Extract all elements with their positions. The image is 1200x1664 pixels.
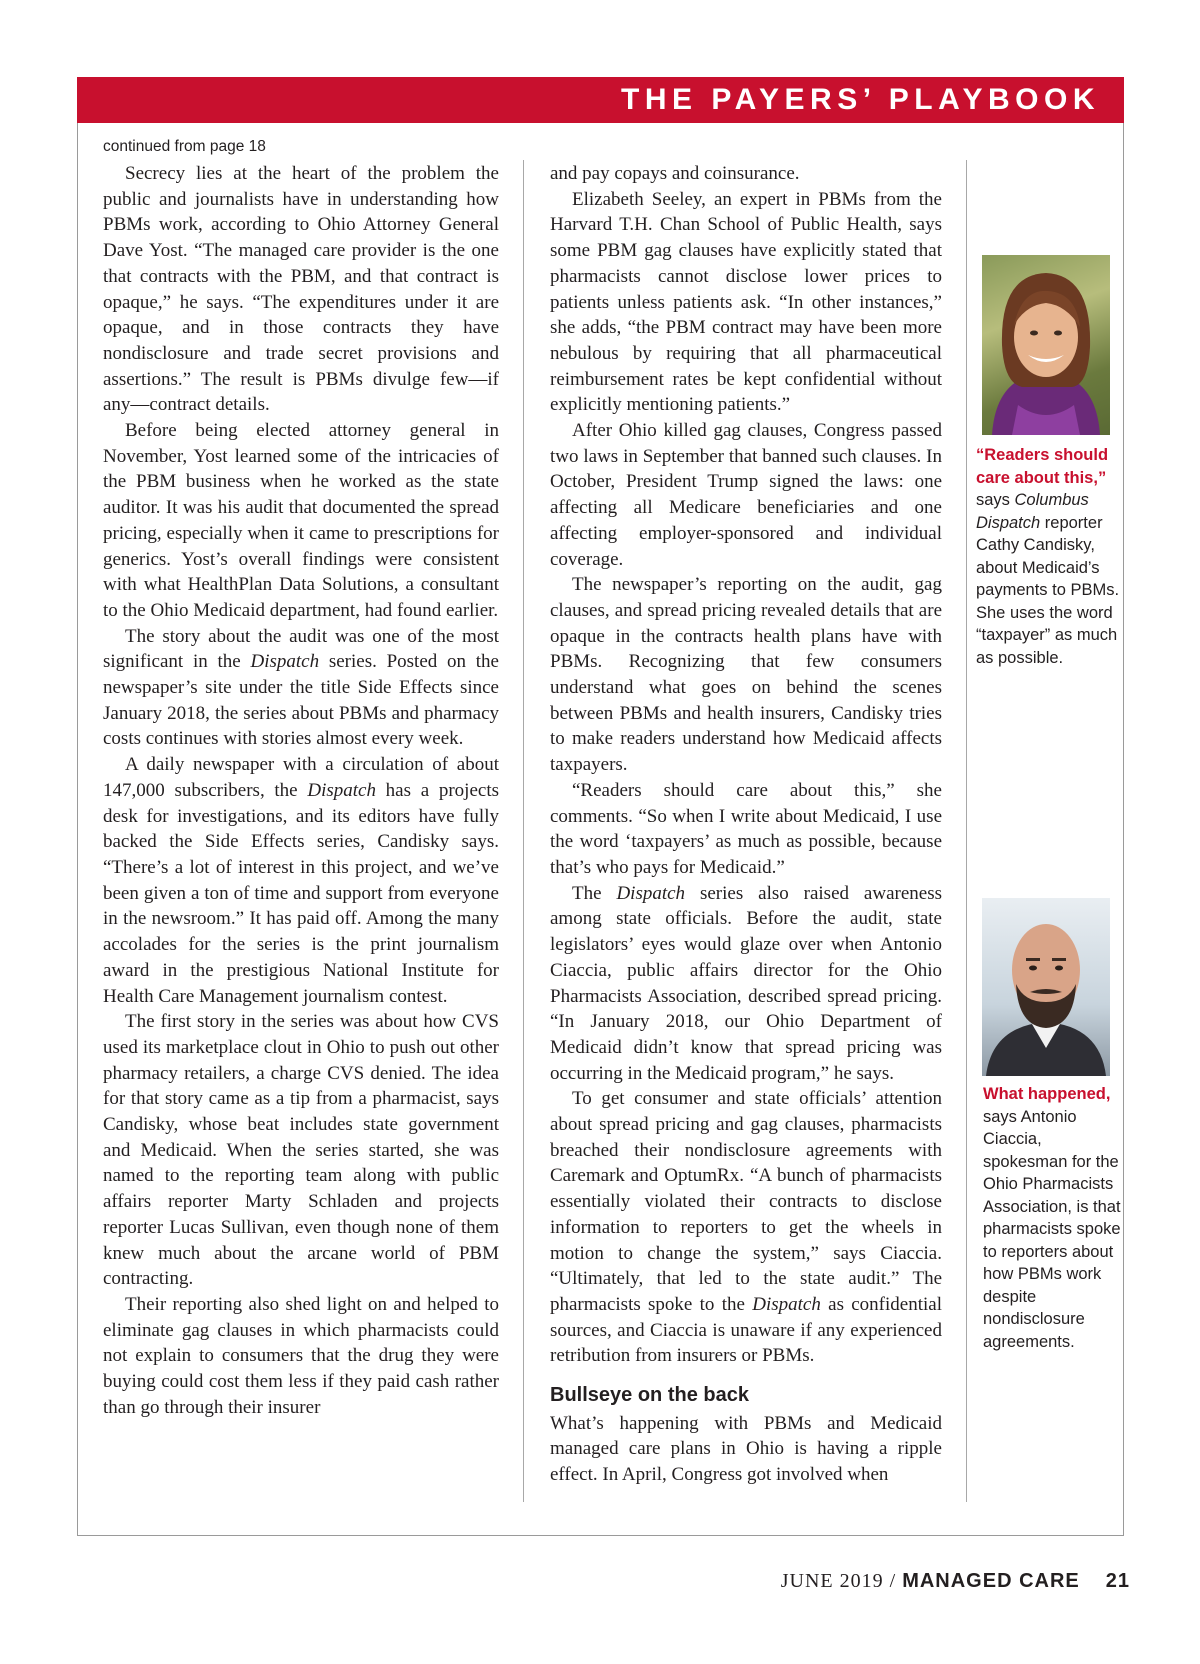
magazine-name: MANAGED CARE [902,1570,1080,1592]
paragraph: “Readers should care about this,” she comments. “So when I write about Medicaid, I use the word ‘taxpayers’ as much as possible, because that’s who pays for Medicaid.” [550,779,942,878]
paragraph: The Dispatch series also raised awareness among state officials. Before the audit, state legislators’ eyes would glaze over when Antonio Ciaccia, public affairs director for the Ohio Pharmacists Association, described spread pricing. “In January 2018, our Ohio Department of Medicaid didn’t know that spread pricing was occurring in the Medicaid program,” he says. [550,882,942,1084]
paragraph: To get consumer and state officials’ attention about spread pricing and gag clauses, pharmacists breached their nondisclosure agreements with Caremark and OptumRx. “A bunch of pharmacists essentially violated their contracts to disclose information to reporters to get the wheels in motion to change the system,” says Ciaccia. “Ultimately, that led to the state audit.” The pharmacists spoke to the Dispatch as confidential sources, and Ciaccia is unaware if any experienced retribution from insurers or PBMs. [550,1088,942,1367]
paragraph: Elizabeth Seeley, an expert in PBMs from the Harvard T.H. Chan School of Public Health, says some PBM gag clauses have explicitly stated that pharmacists cannot disclose lower prices to patients unless patients ask. “In other instances,” she adds, “the PBM contract may have been more nebulous by requiring that all pharmaceutical reimbursement rates be kept confidential without explicitly mentioning patients.” [550,188,942,416]
column-divider [966,160,967,1502]
paragraph: Secrecy lies at the heart of the problem the public and journalists have in understanding how PBMs work, according to Ohio Attorney General Dave Yost. “The managed care provider is the one that contracts with the PBM, and that contract is opaque,” he says. “The expenditures under it are opaque, and in those contracts they have nondisclosure and trade secret provisions and assertions.” The result is PBMs divulge few—if any—contract details. [103,163,499,416]
paragraph: Their reporting also shed light on and helped to eliminate gag clauses in which pharmacists could not explain to consumers that the drug they were buying could cost them less if they paid cash rather than go through their insurer [103,1293,499,1418]
paragraph: Before being elected attorney general in November, Yost learned some of the intricacies of the PBM business when he worked as the state auditor. It was his audit that documented the spread pricing, especially when it came to prescriptions for generics. Yost’s overall findings were consistent with what HealthPlan Data Solutions, a consultant to the Ohio Medicaid department, had found earlier. [103,420,499,621]
article-column-1 [103,161,499,1420]
section-banner [77,77,1124,123]
subheading: Bullseye on the back [550,1384,749,1407]
page-footer [781,1570,1130,1593]
portrait-illustration [982,898,1110,1076]
portrait-photo-candisky [982,255,1110,435]
paragraph: The first story in the series was about how CVS used its marketplace clout in Ohio to push out other pharmacy retailers, a charge CVS denied. The idea for that story came as a tip from a pharmacist, says Candisky, whose beat includes state government and Medicaid. When the series started, she was named to the reporting team along with public affairs reporter Marty Schladen and projects reporter Lucas Sullivan, even though none of them knew much about the arcane world of PBM contracting. [103,1011,499,1290]
paragraph: The newspaper’s reporting on the audit, gag clauses, and spread pricing revealed details that are opaque in the contracts health plans have with PBMs. Recognizing that few consumers understand what goes on behind the scenes between PBMs and health insurers, Candisky tries to make readers understand how Medicaid affects taxpayers. [550,574,942,776]
paragraph: A daily newspaper with a circulation of about 147,000 subscribers, the Dispatch has a projects desk for investigations, and its editors have fully backed the Side Effects series, Candisky says. “There’s a lot of interest in this project, and we’ve been given a ton of time and support from everyone in the newsroom.” It has paid off. Among the many accolades for the series is the print journalism award in the prestigious National Institute for Health Care Management journalism contest. [103,754,499,1007]
paragraph: The story about the audit was one of the most significant in the Dispatch series. Posted on the newspaper’s site under the title Side Effects since January 2018, the series about PBMs and pharmacy costs continues with stories almost every week. [103,625,499,750]
paragraph: After Ohio killed gag clauses, Congress passed two laws in September that banned such clauses. In October, President Trump signed the laws: one affecting all Medicare beneficiaries and one affecting employer-sponsored and individual coverage. [550,420,942,570]
portrait-illustration [982,255,1110,435]
issue-date: JUNE 2019 / [780,1570,903,1592]
article-column-2 [550,161,942,1488]
photo-caption-2: What happened, says Antonio Ciaccia, spokesman for the Ohio Pharmacists Association, is that pharmacists spoke to reporters about how PBMs work despite nondisclosure agreements. [983,1085,1121,1351]
paragraph: What’s happening with PBMs and Medicaid managed care plans in Ohio is having a ripple effect. In April, Congress got involved when [550,1412,942,1486]
photo-caption-1: “Readers should care about this,” says Columbus Dispatch reporter Cathy Candisky, about Medicaid’s payments to PBMs. She uses the word “taxpayer” as much as possible. [976,446,1120,667]
section-title: THE PAYERS’ PLAYBOOK [621,83,1100,116]
page-number: 21 [1105,1570,1130,1592]
column-divider [523,160,524,1502]
paragraph: and pay copays and coinsurance. [550,163,800,184]
continued-note: continued from page 18 [103,138,266,155]
portrait-photo-ciaccia [982,898,1110,1076]
